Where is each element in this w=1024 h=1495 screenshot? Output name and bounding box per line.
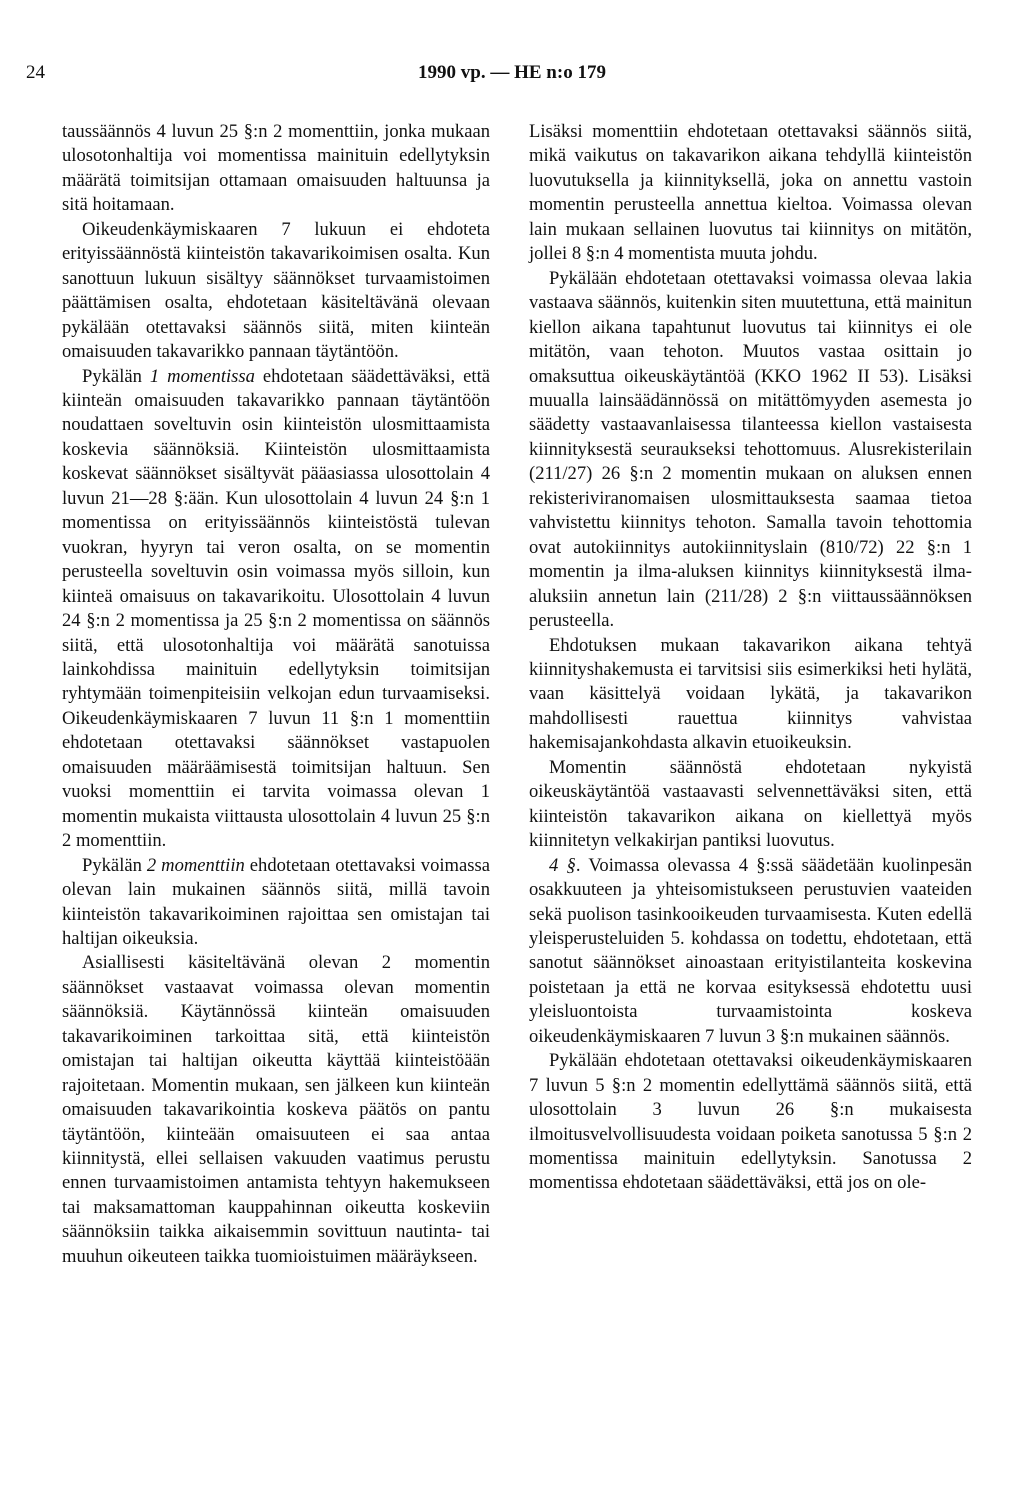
text-run: Asiallisesti käsiteltävänä olevan 2 momentin säännökset vastaavat voimassa olevan momentin säännöksiä. Käytännössä kiinteän omaisuuden takavarikoiminen tarkoittaa sitä, että kiinteistön omistajan tai haltijan oikeutta käyttää kiinteistöään rajoitetaan. Momentin mukaan, sen jälkeen kun kiinteän omaisuuden takavarikointia koskeva päätös on pantu täytäntöön, kiinteään omaisuuteen ei saa antaa kiinnitystä, ellei sellaisen vakuuden vaatimus perustu ennen turvaamistoimen antamista tehtyyn hakemukseen tai maksamattoman kauppahinnan oikeutta koskeviin säännöksiin taikka aikaisemmin sovittuun nautinta- tai muuhun oikeuteen taikka tuomioistuimen määräykseen. — [62, 952, 490, 1267]
text-run: Lisäksi momenttiin ehdotetaan otettavaksi säännös siitä, mikä vaikutus on takavarikon aikana tehdyllä kiinteistön luovutuksella ja kiinnityksellä, joka on annettu vastoin momentin perusteella annettua kieltoa. Voimassa olevan lain mukaan sellainen luovutus tai kiinnitys on mitätön, jollei 8 §:n 4 momentista muuta johdu. — [529, 121, 972, 265]
paragraph — [529, 854, 972, 1050]
paragraph — [529, 756, 972, 854]
text-run: Pykälään ehdotetaan otettavaksi voimassa olevaa lakia vastaava säännös, kuitenkin siten muutettuna, että mainitun kiellon aikana tapahtunut luovutus tai kiinnitys ei ole mitätön, vaan tehoton. Muutos vastaa osittain jo omaksuttua oikeuskäytäntöä (KKO 1962 II 53). Lisäksi muualla lainsäädännössä on mitättömyyden asemesta jo säädetty vastaavanlaisessa tilanteessa kiellon vastaisesta kiinnityksestä seuraukseksi tehottomuus. Alusrekisterilain (211/27) 26 §:n 2 momentin mukaan on aluksen ennen rekisteriviranomaisen ulosmittauksesta saamaa tietoa vahvistettu kiinnitys tehoton. Samalla tavoin tehottomia ovat autokiinnitys autokiinnityslain (810/72) 22 §:n 1 momentin ja ilma-aluksen kiinnitys kiinnityksestä ilma-aluksiin annetun lain (211/28) 2 §:n viittaussäännöksen perusteella. — [529, 267, 972, 632]
paragraph — [529, 120, 972, 267]
italic-text: 1 momentissa — [149, 365, 255, 387]
paragraph — [62, 218, 490, 365]
text-run: Momentin säännöstä ehdotetaan nykyistä oikeuskäytäntöä vastaavasti selvennettäväksi siten, että kiinteistön takavarikon aikana on kiellettyä myös kiinnitetyn velkakirjan pantiksi luovutus. — [529, 756, 972, 852]
italic-text: 2 momenttiin — [146, 854, 245, 876]
paragraph — [62, 120, 490, 218]
left-column — [62, 120, 490, 1269]
text-run: Ehdotuksen mukaan takavarikon aikana tehtyä kiinnityshakemusta ei tarvitsisi siis esimerkiksi heti hylätä, vaan käsittelyä voidaan lykätä, ja takavarikon mahdollisesti rauettua kiinnitys vahvistaa hakemisajankohdasta alkavin etuoikeuksin. — [529, 634, 972, 754]
paragraph — [62, 365, 490, 854]
text-run: Pykälään ehdotetaan otettavaksi oikeudenkäymiskaaren 7 luvun 5 §:n 2 momentin edellyttämä säännös siitä, että ulosottolain 3 luvun 26 §:n mukaisesta ilmoitusvelvollisuudesta voidaan poiketa sanotussa 5 §:n 2 momentissa mainituin edellytyksin. Sanotussa 2 momentissa ehdotetaan säädettäväksi, että jos on ole- — [529, 1050, 972, 1194]
text-run: ehdotetaan säädettäväksi, että kiinteän omaisuuden takavarikko pannaan täytäntöön noudattaen soveltuvin osin kiinteistön ulosmittaamista koskevia säännöksiä. Kiinteistön ulosmittaamista koskevat säännökset sisältyvät pääasiassa ulosottolain 4 luvun 21—28 §:ään. Kun ulosottolain 4 luvun 24 §:n 1 momentissa on erityissäännös kiinteistöstä tulevan vuokran, hyyryn tai veron osalta, on se momentin perusteella soveltuvin osin voimassa myös silloin, kun kiinteä omaisuus on takavarikoitu. Ulosottolain 4 luvun 24 §:n 2 momentissa ja 25 §:n 2 momentissa on säännös siitä, että ulosotonhaltija voi määrätä sanotuissa lainkohdissa mainituin edellytyksin toimitsijan ryhtymään toimenpiteisiin velkojan edun turvaamiseksi. Oikeudenkäymiskaaren 7 luvun 11 §:n 1 momenttiin ehdotetaan otettavaksi säännökset vastapuolen omaisuuden määräämisestä toimitsijan haltuun. Sen vuoksi momenttiin ei tarvita voimassa olevan 1 momentin mukaista viittausta ulosottolain 4 luvun 25 §:n 2 momenttiin. — [62, 365, 490, 852]
text-run: Pykälän — [82, 854, 147, 876]
text-run: Pykälän — [82, 365, 150, 387]
right-column — [529, 120, 972, 1196]
paragraph — [529, 267, 972, 634]
page-number: 24 — [26, 62, 45, 83]
paragraph — [529, 1049, 972, 1196]
text-run: taussäännös 4 luvun 25 §:n 2 momenttiin, jonka mukaan ulosotonhaltija voi momentissa mainituin edellytyksin määrätä toimitsijan ottamaan omaisuuden haltuunsa ja sitä hoitamaan. — [62, 121, 490, 216]
text-run: . Voimassa olevassa 4 §:ssä säädetään kuolinpesän osakkuuteen ja yhteisomistukseen perustuvien vaateiden sekä puolison tasinkooikeuden turvaamisesta. Kuten edellä yleisperusteluiden 5. kohdassa on todettu, ehdotetaan, että sanotut säännökset ainoastaan erityistilanteita koskevina poistetaan ja että ne korvaa esityksessä ehdotettu uusi yleisluontoista turvaamistointa koskeva oikeudenkäymiskaaren 7 luvun 3 §:n mukainen säännös. — [529, 854, 972, 1047]
paragraph — [62, 854, 490, 952]
paragraph — [529, 634, 972, 756]
running-title: 1990 vp. — HE n:o 179 — [418, 62, 606, 83]
page-header — [26, 62, 998, 92]
paragraph — [62, 951, 490, 1269]
text-run: Oikeudenkäymiskaaren 7 lukuun ei ehdoteta erityissäännöstä kiinteistön takavarikoimisen osalta. Kun sanottuun lukuun sisältyy säännökset turvaamistoimen päättämisen osalta, ehdotetaan käsiteltävänä olevaan pykälään otettavaksi säännös siitä, miten kiinteän omaisuuden takavarikko pannaan täytäntöön. — [62, 218, 490, 363]
italic-text: 4 § — [549, 854, 576, 876]
text-run: ehdotetaan otettavaksi voimassa olevan lain mukainen säännös siitä, millä tavoin kiinteistön takavarikoiminen rajoittaa sen omistajan tai haltijan oikeuksia. — [62, 854, 490, 949]
